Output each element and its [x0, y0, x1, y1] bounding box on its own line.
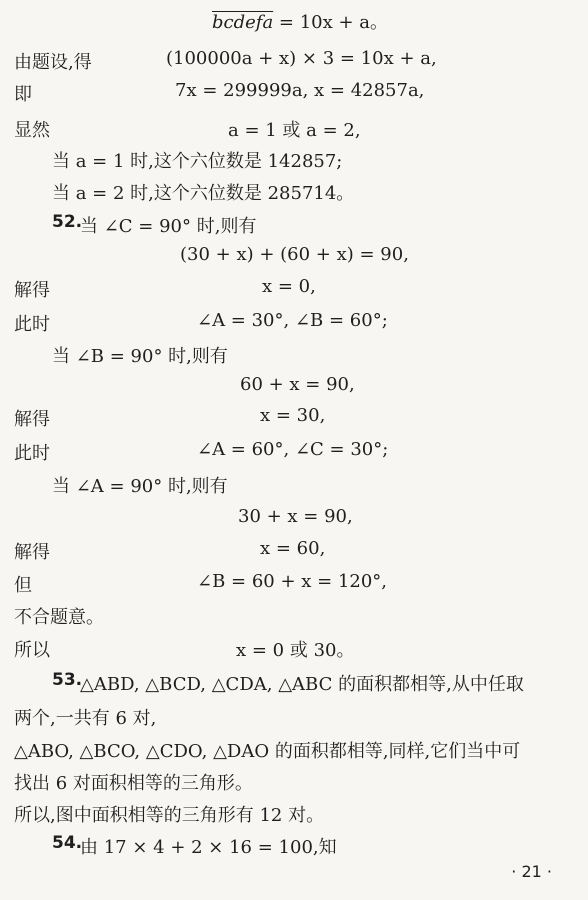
problem-line [0, 670, 588, 700]
line-label: 不合题意。 [14, 607, 104, 628]
text-line [0, 342, 588, 372]
equation: x = 0, [262, 276, 316, 297]
equation-line [0, 116, 588, 146]
paragraph-text: 由 17 × 4 + 2 × 16 = 100,知 [80, 837, 337, 858]
equation: x = 60, [260, 538, 326, 559]
problem-line [0, 212, 588, 242]
line-label: 显然 [14, 120, 50, 141]
line-label: 此时 [14, 314, 50, 335]
equation-line [0, 506, 588, 536]
problem-number: 52. [52, 212, 83, 232]
text-line [0, 704, 588, 734]
paragraph-text: 当 ∠A = 90° 时,则有 [52, 476, 228, 497]
paragraph-text: △ABD, △BCD, △CDA, △ABC 的面积都相等,从中任取 [80, 674, 524, 695]
paragraph-text: 找出 6 对面积相等的三角形。 [14, 773, 253, 794]
paragraph-text: 当 a = 2 时,这个六位数是 285714。 [52, 183, 355, 204]
equation-line [0, 244, 588, 274]
equation-line [0, 538, 588, 568]
text-line [0, 147, 588, 177]
equation: 60 + x = 90, [240, 374, 355, 395]
equation: 7x = 299999a, x = 42857a, [175, 80, 425, 101]
line-label: 解得 [14, 542, 50, 563]
line-label: 解得 [14, 409, 50, 430]
line-label: 但 [14, 575, 32, 596]
equation-line [0, 276, 588, 306]
equation-line [0, 8, 588, 38]
line-label: 此时 [14, 443, 50, 464]
line-label: 由题设,得 [14, 52, 92, 73]
equation [212, 8, 388, 34]
text-line [0, 472, 588, 502]
equation: (30 + x) + (60 + x) = 90, [180, 244, 409, 265]
text-line [0, 769, 588, 799]
text-line [0, 737, 588, 767]
equation-line [0, 571, 588, 601]
text-line [0, 179, 588, 209]
equation-line [0, 636, 588, 666]
text-line [0, 603, 588, 633]
paragraph-text: 当 ∠B = 90° 时,则有 [52, 346, 228, 367]
equation-line [0, 80, 588, 110]
problem-number: 54. [52, 833, 83, 853]
paragraph-text: 所以,图中面积相等的三角形有 12 对。 [14, 805, 325, 826]
equation: ∠A = 60°, ∠C = 30°; [197, 439, 389, 460]
equation: a = 1 或 a = 2, [228, 120, 361, 141]
paragraph-text: △ABO, △BCO, △CDO, △DAO 的面积都相等,同样,它们当中可 [14, 741, 521, 762]
problem-line [0, 833, 588, 863]
paragraph-text: 两个,一共有 6 对, [14, 708, 157, 729]
equation: x = 30, [260, 405, 326, 426]
paragraph-text: 当 a = 1 时,这个六位数是 142857; [52, 151, 343, 172]
page-number: · 21 · [511, 862, 552, 881]
equation-line [0, 405, 588, 435]
equation-rest: = 10x + a。 [278, 12, 389, 33]
equation: x = 0 或 30。 [236, 640, 355, 661]
line-label: 解得 [14, 280, 50, 301]
equation: 30 + x = 90, [238, 506, 353, 527]
text-line [0, 801, 588, 831]
equation-line [0, 310, 588, 340]
equation: ∠A = 30°, ∠B = 60°; [197, 310, 388, 331]
problem-number: 53. [52, 670, 83, 690]
overlined-number: bcdefa [212, 12, 274, 33]
line-label: 所以 [14, 640, 50, 661]
paragraph-text: 当 ∠C = 90° 时,则有 [80, 216, 257, 237]
line-label: 即 [14, 84, 32, 105]
equation-line [0, 48, 588, 78]
equation-line [0, 374, 588, 404]
equation-line [0, 439, 588, 469]
equation: ∠B = 60 + x = 120°, [197, 571, 388, 592]
equation: (100000a + x) × 3 = 10x + a, [166, 48, 437, 69]
